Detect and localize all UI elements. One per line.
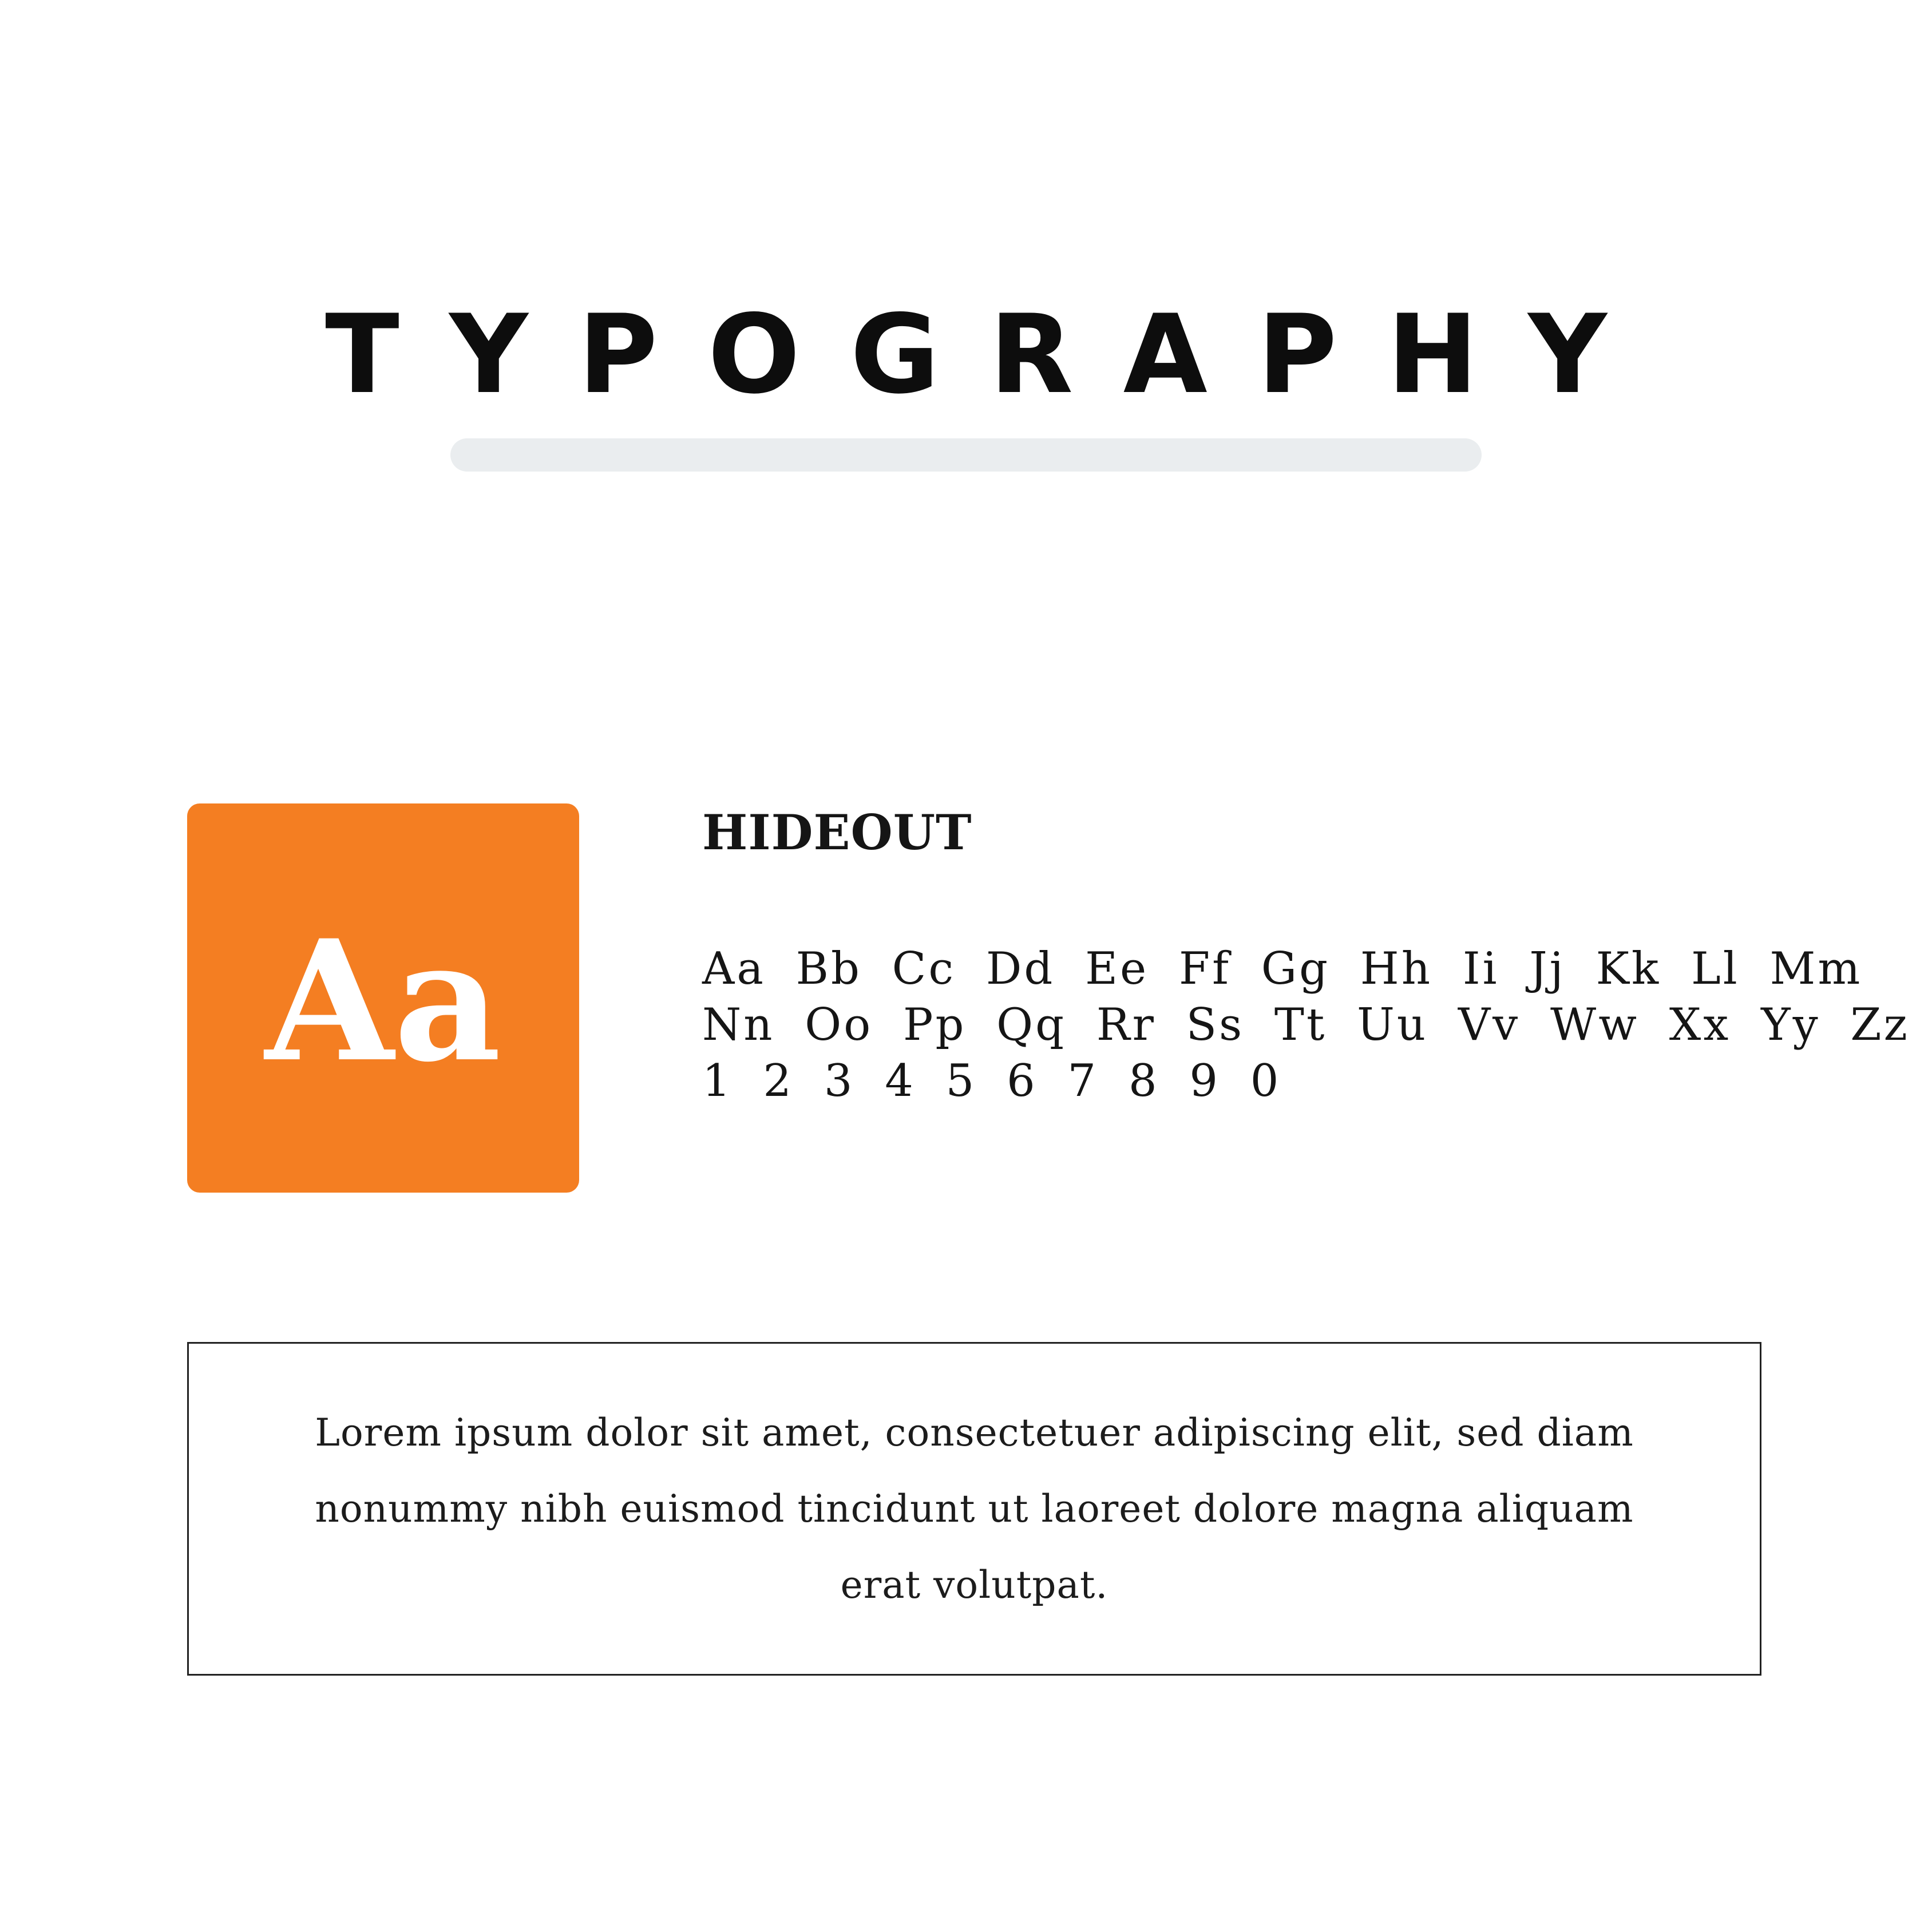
sample-paragraph-box xyxy=(187,1342,1761,1676)
page-title-text: TYPOGRAPHY xyxy=(325,291,1657,418)
font-info-column xyxy=(702,804,1910,1109)
font-name-label: HIDEOUT xyxy=(702,804,972,861)
font-specimen xyxy=(702,941,1910,1109)
title-divider-bar xyxy=(450,438,1482,472)
page-title xyxy=(0,291,1932,418)
sample-paragraph-line-3: erat volutpat. xyxy=(840,1563,1108,1607)
sample-paragraph-line-2: nonummy nibh euismod tincidunt ut laoreet dolore magna aliquam xyxy=(315,1487,1634,1531)
font-preview-letters: Aa xyxy=(265,904,501,1099)
font-preview-tile xyxy=(187,803,579,1193)
numerals-line: 1 2 3 4 5 6 7 8 9 0 xyxy=(702,1055,1281,1107)
sample-paragraph-line-1: Lorem ipsum dolor sit amet, consectetuer adipiscing elit, sed diam xyxy=(315,1411,1634,1455)
alphabet-line-uppercase-nz: Nn Oo Pp Qq Rr Ss Tt Uu Vv Ww Xx Yy Zz xyxy=(702,999,1910,1051)
alphabet-line-uppercase-am: Aa Bb Cc Dd Ee Ff Gg Hh Ii Jj Kk Ll Mm xyxy=(702,943,1863,995)
